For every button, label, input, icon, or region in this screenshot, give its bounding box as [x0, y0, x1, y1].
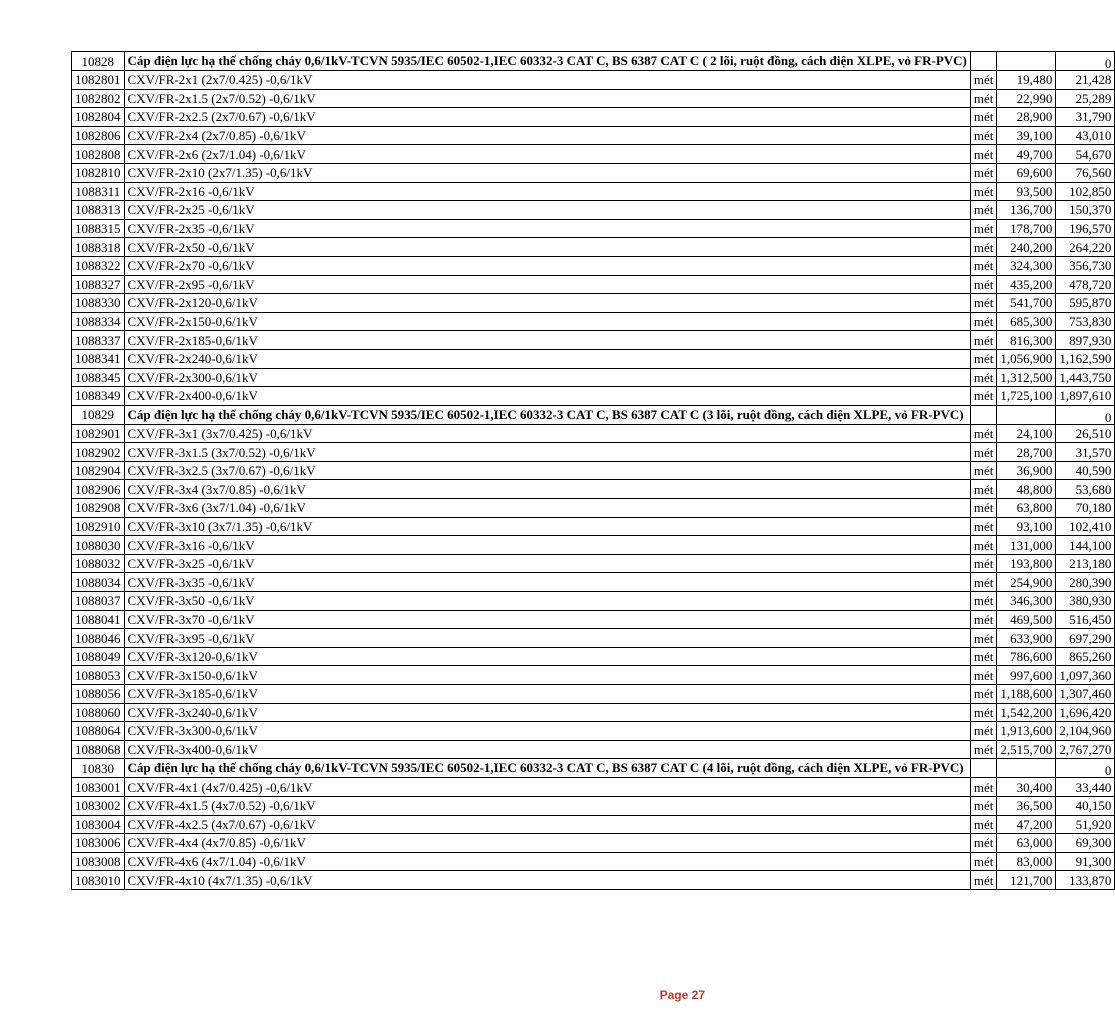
- table-row: [72, 275, 1115, 294]
- item-name: CXV/FR-2x10 (2x7/1.35) -0,6/1kV: [124, 163, 970, 182]
- item-name: CXV/FR-2x35 -0,6/1kV: [124, 219, 970, 238]
- item-price: 19,480: [997, 71, 1056, 90]
- item-price-vat: 25,289: [1056, 89, 1115, 108]
- item-price-vat: 33,440: [1056, 778, 1115, 797]
- item-price-vat: 26,510: [1056, 424, 1115, 443]
- item-unit: mét: [970, 703, 997, 722]
- item-price-vat: 133,870: [1056, 871, 1115, 890]
- item-name: CXV/FR-2x25 -0,6/1kV: [124, 201, 970, 220]
- table-row: [72, 108, 1115, 127]
- item-price: 47,200: [997, 815, 1056, 834]
- item-price: 469,500: [997, 610, 1056, 629]
- item-code: 1088068: [72, 740, 125, 759]
- item-price-vat: 196,570: [1056, 219, 1115, 238]
- table-row: [72, 554, 1115, 573]
- item-code: 1088322: [72, 256, 125, 275]
- table-row: [72, 610, 1115, 629]
- item-price-vat: 91,300: [1056, 852, 1115, 871]
- item-name: CXV/FR-3x400-0,6/1kV: [124, 740, 970, 759]
- item-code: 1082904: [72, 461, 125, 480]
- group-unit-cell: [970, 759, 997, 778]
- table-row: [72, 145, 1115, 164]
- item-code: 1088334: [72, 312, 125, 331]
- item-code: 1088345: [72, 368, 125, 387]
- item-unit: mét: [970, 219, 997, 238]
- item-unit: mét: [970, 666, 997, 685]
- item-unit: mét: [970, 517, 997, 536]
- item-code: 1088056: [72, 685, 125, 704]
- item-code: 1088311: [72, 182, 125, 201]
- item-price-vat: 31,790: [1056, 108, 1115, 127]
- item-name: CXV/FR-3x16 -0,6/1kV: [124, 536, 970, 555]
- item-price: 63,800: [997, 499, 1056, 518]
- item-price: 131,000: [997, 536, 1056, 555]
- table-row: [72, 349, 1115, 368]
- item-price: 83,000: [997, 852, 1056, 871]
- item-name: CXV/FR-2x185-0,6/1kV: [124, 331, 970, 350]
- item-price-vat: 865,260: [1056, 647, 1115, 666]
- item-price-vat: 102,410: [1056, 517, 1115, 536]
- item-name: CXV/FR-2x95 -0,6/1kV: [124, 275, 970, 294]
- item-price: 36,500: [997, 796, 1056, 815]
- item-price: 136,700: [997, 201, 1056, 220]
- item-price-vat: 53,680: [1056, 480, 1115, 499]
- table-row: [72, 201, 1115, 220]
- table-row: [72, 443, 1115, 462]
- table-row: [72, 89, 1115, 108]
- item-unit: mét: [970, 834, 997, 853]
- item-price-vat: 2,767,270: [1056, 740, 1115, 759]
- item-code: 1088037: [72, 592, 125, 611]
- group-price-cell: [997, 405, 1056, 424]
- item-unit: mét: [970, 349, 997, 368]
- item-code: 1088030: [72, 536, 125, 555]
- item-price-vat: 1,162,590: [1056, 349, 1115, 368]
- group-price-cell: [997, 759, 1056, 778]
- item-name: CXV/FR-2x70 -0,6/1kV: [124, 256, 970, 275]
- item-price: 193,800: [997, 554, 1056, 573]
- item-price: 121,700: [997, 871, 1056, 890]
- item-unit: mét: [970, 610, 997, 629]
- item-price-vat: 697,290: [1056, 629, 1115, 648]
- item-unit: mét: [970, 163, 997, 182]
- group-header-row: [72, 405, 1115, 424]
- group-value: 0: [1056, 52, 1115, 71]
- item-name: CXV/FR-4x4 (4x7/0.85) -0,6/1kV: [124, 834, 970, 853]
- table-row: [72, 834, 1115, 853]
- item-price: 1,312,500: [997, 368, 1056, 387]
- item-price: 28,900: [997, 108, 1056, 127]
- item-price: 22,990: [997, 89, 1056, 108]
- item-name: CXV/FR-2x50 -0,6/1kV: [124, 238, 970, 257]
- item-price: 1,056,900: [997, 349, 1056, 368]
- item-price-vat: 516,450: [1056, 610, 1115, 629]
- item-unit: mét: [970, 256, 997, 275]
- group-price-cell: [997, 52, 1056, 71]
- item-unit: mét: [970, 815, 997, 834]
- item-price-vat: 2,104,960: [1056, 722, 1115, 741]
- item-price: 541,700: [997, 294, 1056, 313]
- item-price-vat: 213,180: [1056, 554, 1115, 573]
- item-price: 24,100: [997, 424, 1056, 443]
- item-price-vat: 595,870: [1056, 294, 1115, 313]
- item-price: 30,400: [997, 778, 1056, 797]
- table-row: [72, 312, 1115, 331]
- group-header-row: [72, 759, 1115, 778]
- group-unit-cell: [970, 52, 997, 71]
- item-code: 1088064: [72, 722, 125, 741]
- item-price: 240,200: [997, 238, 1056, 257]
- item-unit: mét: [970, 573, 997, 592]
- item-unit: mét: [970, 536, 997, 555]
- item-price: 63,000: [997, 834, 1056, 853]
- item-code: 1088046: [72, 629, 125, 648]
- item-unit: mét: [970, 238, 997, 257]
- item-price: 39,100: [997, 126, 1056, 145]
- item-code: 1088313: [72, 201, 125, 220]
- item-price: 324,300: [997, 256, 1056, 275]
- item-price: 69,600: [997, 163, 1056, 182]
- item-name: CXV/FR-3x95 -0,6/1kV: [124, 629, 970, 648]
- group-code: 10830: [72, 759, 125, 778]
- item-code: 1088032: [72, 554, 125, 573]
- item-price: 2,515,700: [997, 740, 1056, 759]
- item-price: 48,800: [997, 480, 1056, 499]
- item-code: 1082804: [72, 108, 125, 127]
- item-unit: mét: [970, 275, 997, 294]
- table-row: [72, 368, 1115, 387]
- item-code: 1088041: [72, 610, 125, 629]
- group-unit-cell: [970, 405, 997, 424]
- item-price-vat: 1,696,420: [1056, 703, 1115, 722]
- table-row: [72, 387, 1115, 406]
- item-price: 1,542,200: [997, 703, 1056, 722]
- item-price: 93,100: [997, 517, 1056, 536]
- item-name: CXV/FR-2x1 (2x7/0.425) -0,6/1kV: [124, 71, 970, 90]
- item-price: 36,900: [997, 461, 1056, 480]
- item-price-vat: 144,100: [1056, 536, 1115, 555]
- item-unit: mét: [970, 871, 997, 890]
- item-unit: mét: [970, 852, 997, 871]
- item-price-vat: 43,010: [1056, 126, 1115, 145]
- item-price: 1,913,600: [997, 722, 1056, 741]
- item-unit: mét: [970, 629, 997, 648]
- page-number: Page 27: [659, 988, 705, 1002]
- item-name: CXV/FR-2x6 (2x7/1.04) -0,6/1kV: [124, 145, 970, 164]
- item-name: CXV/FR-2x2.5 (2x7/0.67) -0,6/1kV: [124, 108, 970, 127]
- item-unit: mét: [970, 182, 997, 201]
- item-price-vat: 70,180: [1056, 499, 1115, 518]
- item-code: 1082910: [72, 517, 125, 536]
- item-price: 346,300: [997, 592, 1056, 611]
- table-row: [72, 629, 1115, 648]
- item-price: 1,188,600: [997, 685, 1056, 704]
- item-unit: mét: [970, 461, 997, 480]
- item-name: CXV/FR-4x2.5 (4x7/0.67) -0,6/1kV: [124, 815, 970, 834]
- item-price-vat: 51,920: [1056, 815, 1115, 834]
- item-code: 1088049: [72, 647, 125, 666]
- item-unit: mét: [970, 108, 997, 127]
- item-name: CXV/FR-2x300-0,6/1kV: [124, 368, 970, 387]
- item-name: CXV/FR-3x150-0,6/1kV: [124, 666, 970, 685]
- item-unit: mét: [970, 312, 997, 331]
- item-code: 1082806: [72, 126, 125, 145]
- table-row: [72, 592, 1115, 611]
- item-name: CXV/FR-2x150-0,6/1kV: [124, 312, 970, 331]
- table-row: [72, 294, 1115, 313]
- item-code: 1088318: [72, 238, 125, 257]
- item-price: 28,700: [997, 443, 1056, 462]
- item-price-vat: 1,097,360: [1056, 666, 1115, 685]
- item-price-vat: 21,428: [1056, 71, 1115, 90]
- item-price-vat: 1,443,750: [1056, 368, 1115, 387]
- item-name: CXV/FR-2x4 (2x7/0.85) -0,6/1kV: [124, 126, 970, 145]
- item-name: CXV/FR-3x25 -0,6/1kV: [124, 554, 970, 573]
- item-price: 633,900: [997, 629, 1056, 648]
- table-row: [72, 722, 1115, 741]
- item-name: CXV/FR-2x240-0,6/1kV: [124, 349, 970, 368]
- item-code: 1083004: [72, 815, 125, 834]
- item-code: 1082810: [72, 163, 125, 182]
- item-name: CXV/FR-3x70 -0,6/1kV: [124, 610, 970, 629]
- item-price-vat: 69,300: [1056, 834, 1115, 853]
- item-code: 1082901: [72, 424, 125, 443]
- table-row: [72, 182, 1115, 201]
- item-name: CXV/FR-3x6 (3x7/1.04) -0,6/1kV: [124, 499, 970, 518]
- item-code: 1082808: [72, 145, 125, 164]
- price-table: [71, 51, 1115, 890]
- item-unit: mét: [970, 499, 997, 518]
- item-price: 786,600: [997, 647, 1056, 666]
- table-row: [72, 536, 1115, 555]
- group-value: 0: [1056, 759, 1115, 778]
- item-price: 816,300: [997, 331, 1056, 350]
- table-row: [72, 647, 1115, 666]
- price-table-body: [72, 52, 1115, 890]
- item-unit: mét: [970, 647, 997, 666]
- item-name: CXV/FR-3x300-0,6/1kV: [124, 722, 970, 741]
- item-name: CXV/FR-4x1 (4x7/0.425) -0,6/1kV: [124, 778, 970, 797]
- item-unit: mét: [970, 554, 997, 573]
- item-unit: mét: [970, 480, 997, 499]
- item-code: 1088053: [72, 666, 125, 685]
- item-name: CXV/FR-3x120-0,6/1kV: [124, 647, 970, 666]
- item-name: CXV/FR-4x1.5 (4x7/0.52) -0,6/1kV: [124, 796, 970, 815]
- item-code: 1088349: [72, 387, 125, 406]
- group-code: 10829: [72, 405, 125, 424]
- group-header-row: [72, 52, 1115, 71]
- table-row: [72, 71, 1115, 90]
- item-name: CXV/FR-3x2.5 (3x7/0.67) -0,6/1kV: [124, 461, 970, 480]
- item-price-vat: 76,560: [1056, 163, 1115, 182]
- group-code: 10828: [72, 52, 125, 71]
- item-name: CXV/FR-2x16 -0,6/1kV: [124, 182, 970, 201]
- item-code: 1088337: [72, 331, 125, 350]
- item-name: CXV/FR-2x120-0,6/1kV: [124, 294, 970, 313]
- item-unit: mét: [970, 443, 997, 462]
- item-unit: mét: [970, 592, 997, 611]
- item-price-vat: 380,930: [1056, 592, 1115, 611]
- table-row: [72, 219, 1115, 238]
- item-price-vat: 54,670: [1056, 145, 1115, 164]
- item-price: 93,500: [997, 182, 1056, 201]
- table-row: [72, 796, 1115, 815]
- item-price-vat: 478,720: [1056, 275, 1115, 294]
- item-price-vat: 897,930: [1056, 331, 1115, 350]
- table-row: [72, 238, 1115, 257]
- item-price: 254,900: [997, 573, 1056, 592]
- item-unit: mét: [970, 145, 997, 164]
- item-code: 1082902: [72, 443, 125, 462]
- item-price-vat: 150,370: [1056, 201, 1115, 220]
- item-price-vat: 280,390: [1056, 573, 1115, 592]
- item-code: 1082908: [72, 499, 125, 518]
- item-price: 685,300: [997, 312, 1056, 331]
- item-name: CXV/FR-3x35 -0,6/1kV: [124, 573, 970, 592]
- table-row: [72, 163, 1115, 182]
- table-row: [72, 852, 1115, 871]
- item-unit: mét: [970, 89, 997, 108]
- item-code: 1083008: [72, 852, 125, 871]
- item-price-vat: 356,730: [1056, 256, 1115, 275]
- item-code: 1088060: [72, 703, 125, 722]
- item-unit: mét: [970, 368, 997, 387]
- item-code: 1082906: [72, 480, 125, 499]
- table-row: [72, 778, 1115, 797]
- item-name: CXV/FR-3x240-0,6/1kV: [124, 703, 970, 722]
- item-price: 49,700: [997, 145, 1056, 164]
- item-unit: mét: [970, 778, 997, 797]
- item-price-vat: 1,307,460: [1056, 685, 1115, 704]
- item-name: CXV/FR-3x1.5 (3x7/0.52) -0,6/1kV: [124, 443, 970, 462]
- item-code: 1083001: [72, 778, 125, 797]
- item-code: 1083010: [72, 871, 125, 890]
- item-code: 1082802: [72, 89, 125, 108]
- table-row: [72, 331, 1115, 350]
- table-row: [72, 517, 1115, 536]
- item-unit: mét: [970, 685, 997, 704]
- item-code: 1088341: [72, 349, 125, 368]
- item-name: CXV/FR-2x400-0,6/1kV: [124, 387, 970, 406]
- item-price-vat: 40,150: [1056, 796, 1115, 815]
- item-unit: mét: [970, 71, 997, 90]
- item-unit: mét: [970, 126, 997, 145]
- item-unit: mét: [970, 722, 997, 741]
- table-row: [72, 480, 1115, 499]
- item-price: 1,725,100: [997, 387, 1056, 406]
- item-price: 435,200: [997, 275, 1056, 294]
- group-title: Cáp điện lực hạ thế chống cháy 0,6/1kV-TCVN 5935/IEC 60502-1,IEC 60332-3 CAT C, BS 6387 CAT C (4 lõi, ruột đồng, cách điện XLPE, vỏ FR-PVC): [124, 759, 970, 778]
- item-unit: mét: [970, 424, 997, 443]
- item-unit: mét: [970, 796, 997, 815]
- table-row: [72, 815, 1115, 834]
- item-code: 1082801: [72, 71, 125, 90]
- group-value: 0: [1056, 405, 1115, 424]
- table-row: [72, 424, 1115, 443]
- group-title: Cáp điện lực hạ thế chống cháy 0,6/1kV-TCVN 5935/IEC 60502-1,IEC 60332-3 CAT C, BS 6387 CAT C ( 2 lõi, ruột đồng, cách điện XLPE, vỏ FR-PVC): [124, 52, 970, 71]
- table-row: [72, 499, 1115, 518]
- item-name: CXV/FR-3x50 -0,6/1kV: [124, 592, 970, 611]
- item-code: 1088327: [72, 275, 125, 294]
- item-unit: mét: [970, 294, 997, 313]
- item-unit: mét: [970, 201, 997, 220]
- item-name: CXV/FR-3x10 (3x7/1.35) -0,6/1kV: [124, 517, 970, 536]
- item-name: CXV/FR-3x185-0,6/1kV: [124, 685, 970, 704]
- item-price: 178,700: [997, 219, 1056, 238]
- item-unit: mét: [970, 387, 997, 406]
- item-price-vat: 1,897,610: [1056, 387, 1115, 406]
- table-row: [72, 871, 1115, 890]
- item-price: 997,600: [997, 666, 1056, 685]
- item-name: CXV/FR-4x10 (4x7/1.35) -0,6/1kV: [124, 871, 970, 890]
- table-row: [72, 685, 1115, 704]
- item-unit: mét: [970, 740, 997, 759]
- item-price-vat: 31,570: [1056, 443, 1115, 462]
- table-row: [72, 666, 1115, 685]
- item-code: 1083002: [72, 796, 125, 815]
- item-name: CXV/FR-3x1 (3x7/0.425) -0,6/1kV: [124, 424, 970, 443]
- item-name: CXV/FR-3x4 (3x7/0.85) -0,6/1kV: [124, 480, 970, 499]
- table-row: [72, 126, 1115, 145]
- item-name: CXV/FR-2x1.5 (2x7/0.52) -0,6/1kV: [124, 89, 970, 108]
- table-row: [72, 740, 1115, 759]
- table-row: [72, 573, 1115, 592]
- group-title: Cáp điện lực hạ thế chống cháy 0,6/1kV-TCVN 5935/IEC 60502-1,IEC 60332-3 CAT C, BS 6387 CAT C (3 lõi, ruột đồng, cách điện XLPE, vỏ FR-PVC): [124, 405, 970, 424]
- item-price-vat: 264,220: [1056, 238, 1115, 257]
- item-code: 1088034: [72, 573, 125, 592]
- table-row: [72, 461, 1115, 480]
- item-code: 1083006: [72, 834, 125, 853]
- item-price-vat: 102,850: [1056, 182, 1115, 201]
- item-code: 1088315: [72, 219, 125, 238]
- item-price-vat: 40,590: [1056, 461, 1115, 480]
- item-price-vat: 753,830: [1056, 312, 1115, 331]
- item-name: CXV/FR-4x6 (4x7/1.04) -0,6/1kV: [124, 852, 970, 871]
- table-row: [72, 256, 1115, 275]
- item-unit: mét: [970, 331, 997, 350]
- table-row: [72, 703, 1115, 722]
- item-code: 1088330: [72, 294, 125, 313]
